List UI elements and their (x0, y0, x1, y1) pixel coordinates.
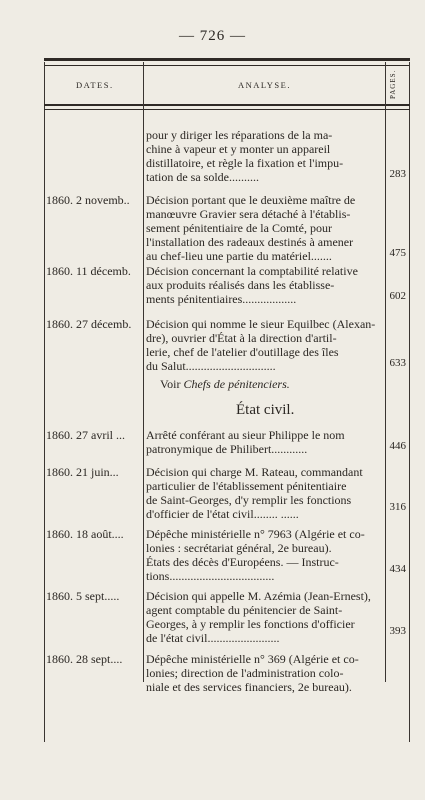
entry-line: Dépêche ministérielle n° 7963 (Algérie et co- (146, 527, 365, 541)
section-title: État civil. (236, 402, 295, 418)
entry-line: patronymique de Philibert............ (146, 442, 308, 456)
entry-line: Arrêté conférant au sieur Philippe le nom (146, 428, 345, 442)
entry-page: 434 (389, 563, 406, 575)
entry-line: Décision qui nomme le sieur Equilbec (Alexan- (146, 317, 376, 331)
entry-line: de Saint-Georges, d'y remplir les fonctions (146, 493, 352, 507)
entry-line: dre), ouvrier d'État à la direction d'artil- (146, 331, 337, 345)
entry-line: pour y diriger les réparations de la ma- (146, 128, 333, 142)
entry-line: tions................................... (146, 569, 275, 583)
entry-analysis (146, 652, 380, 694)
entry-page: 633 (389, 357, 406, 369)
entry-line: manœuvre Gravier sera détaché à l'établis- (146, 207, 351, 221)
entry-page: 602 (389, 290, 406, 302)
entry-date: 1860. 28 sept.... (46, 652, 123, 666)
entry-line: lerie, chef de l'atelier d'outillage des îles (146, 345, 339, 359)
entry-page: 446 (389, 440, 406, 452)
page-number: — 726 — (179, 28, 246, 44)
entry-analysis (146, 465, 380, 521)
entry-analysis (146, 428, 380, 456)
header-analyse: ANALYSE. (238, 80, 291, 90)
entry-line: tation de sa solde.......... (146, 170, 259, 184)
entry-date: 1860. 18 août.... (46, 527, 124, 541)
entry-line: aux produits réalisés dans les établisse- (146, 278, 335, 292)
entry-line: niale et des services financiers, 2e bureau). (146, 680, 352, 694)
entry-date: 1860. 27 décemb. (46, 317, 132, 331)
entry-line: agent comptable du pénitencier de Saint- (146, 603, 343, 617)
entry-analysis (146, 128, 380, 184)
entry-page: 283 (389, 168, 406, 180)
entry-line: lonies; direction de l'administration colo- (146, 666, 344, 680)
entry-line: Georges, à y remplir les fonctions d'officier (146, 617, 355, 631)
entry-date: 1860. 11 décemb. (46, 264, 131, 278)
entry-line: lonies : secrétariat général, 2e bureau). (146, 541, 332, 555)
entry-line: au chef-lieu une partie du matériel....... (146, 249, 332, 263)
entry-line: d'officier de l'état civil........ ...... (146, 507, 299, 521)
column-divider-pages (385, 62, 386, 682)
entry-line: de l'état civil........................ (146, 631, 280, 645)
header-pages: PAGES. (389, 69, 397, 99)
entry-analysis (146, 193, 380, 263)
entry-line: Dépêche ministérielle n° 369 (Algérie et co- (146, 652, 359, 666)
entry-line: distillatoire, et règle la fixation et l'impu- (146, 156, 344, 170)
entry-line: ments pénitentiaires.................. (146, 292, 297, 306)
see-also-prefix: Voir (160, 377, 181, 391)
entry-line: du Salut.............................. (146, 359, 276, 373)
column-divider-dates (143, 62, 144, 682)
entry-page: 393 (389, 625, 406, 637)
entry-page: 475 (389, 247, 406, 259)
header-dates: DATES. (76, 80, 114, 90)
entry-line: Décision qui charge M. Rateau, commandant (146, 465, 363, 479)
entry-line: États des décès d'Européens. — Instruc- (146, 555, 339, 569)
see-also-target: Chefs de pénitenciers. (183, 377, 290, 391)
entry-analysis (146, 264, 380, 306)
entry-date: 1860. 21 juin... (46, 465, 119, 479)
entry-line: l'installation des radeaux destinés à amener (146, 235, 354, 249)
entry-line: Décision concernant la comptabilité relative (146, 264, 358, 278)
entry-line: particulier de l'établissement pénitentiaire (146, 479, 347, 493)
see-also-reference (160, 377, 290, 392)
entry-line: Décision portant que le deuxième maître de (146, 193, 356, 207)
header-rule (44, 104, 410, 110)
entry-analysis (146, 527, 380, 583)
entry-date: 1860. 5 sept..... (46, 589, 120, 603)
entry-page: 316 (389, 501, 406, 513)
entry-date: 1860. 2 novemb.. (46, 193, 130, 207)
entry-line: sement pénitentiaire de la Comté, pour (146, 221, 332, 235)
entry-analysis (146, 317, 380, 373)
entry-analysis (146, 589, 380, 645)
entry-line: Décision qui appelle M. Azémia (Jean-Ernest), (146, 589, 371, 603)
entry-line: chine à vapeur et y monter un appareil (146, 142, 331, 156)
entry-date: 1860. 27 avril ... (46, 428, 125, 442)
